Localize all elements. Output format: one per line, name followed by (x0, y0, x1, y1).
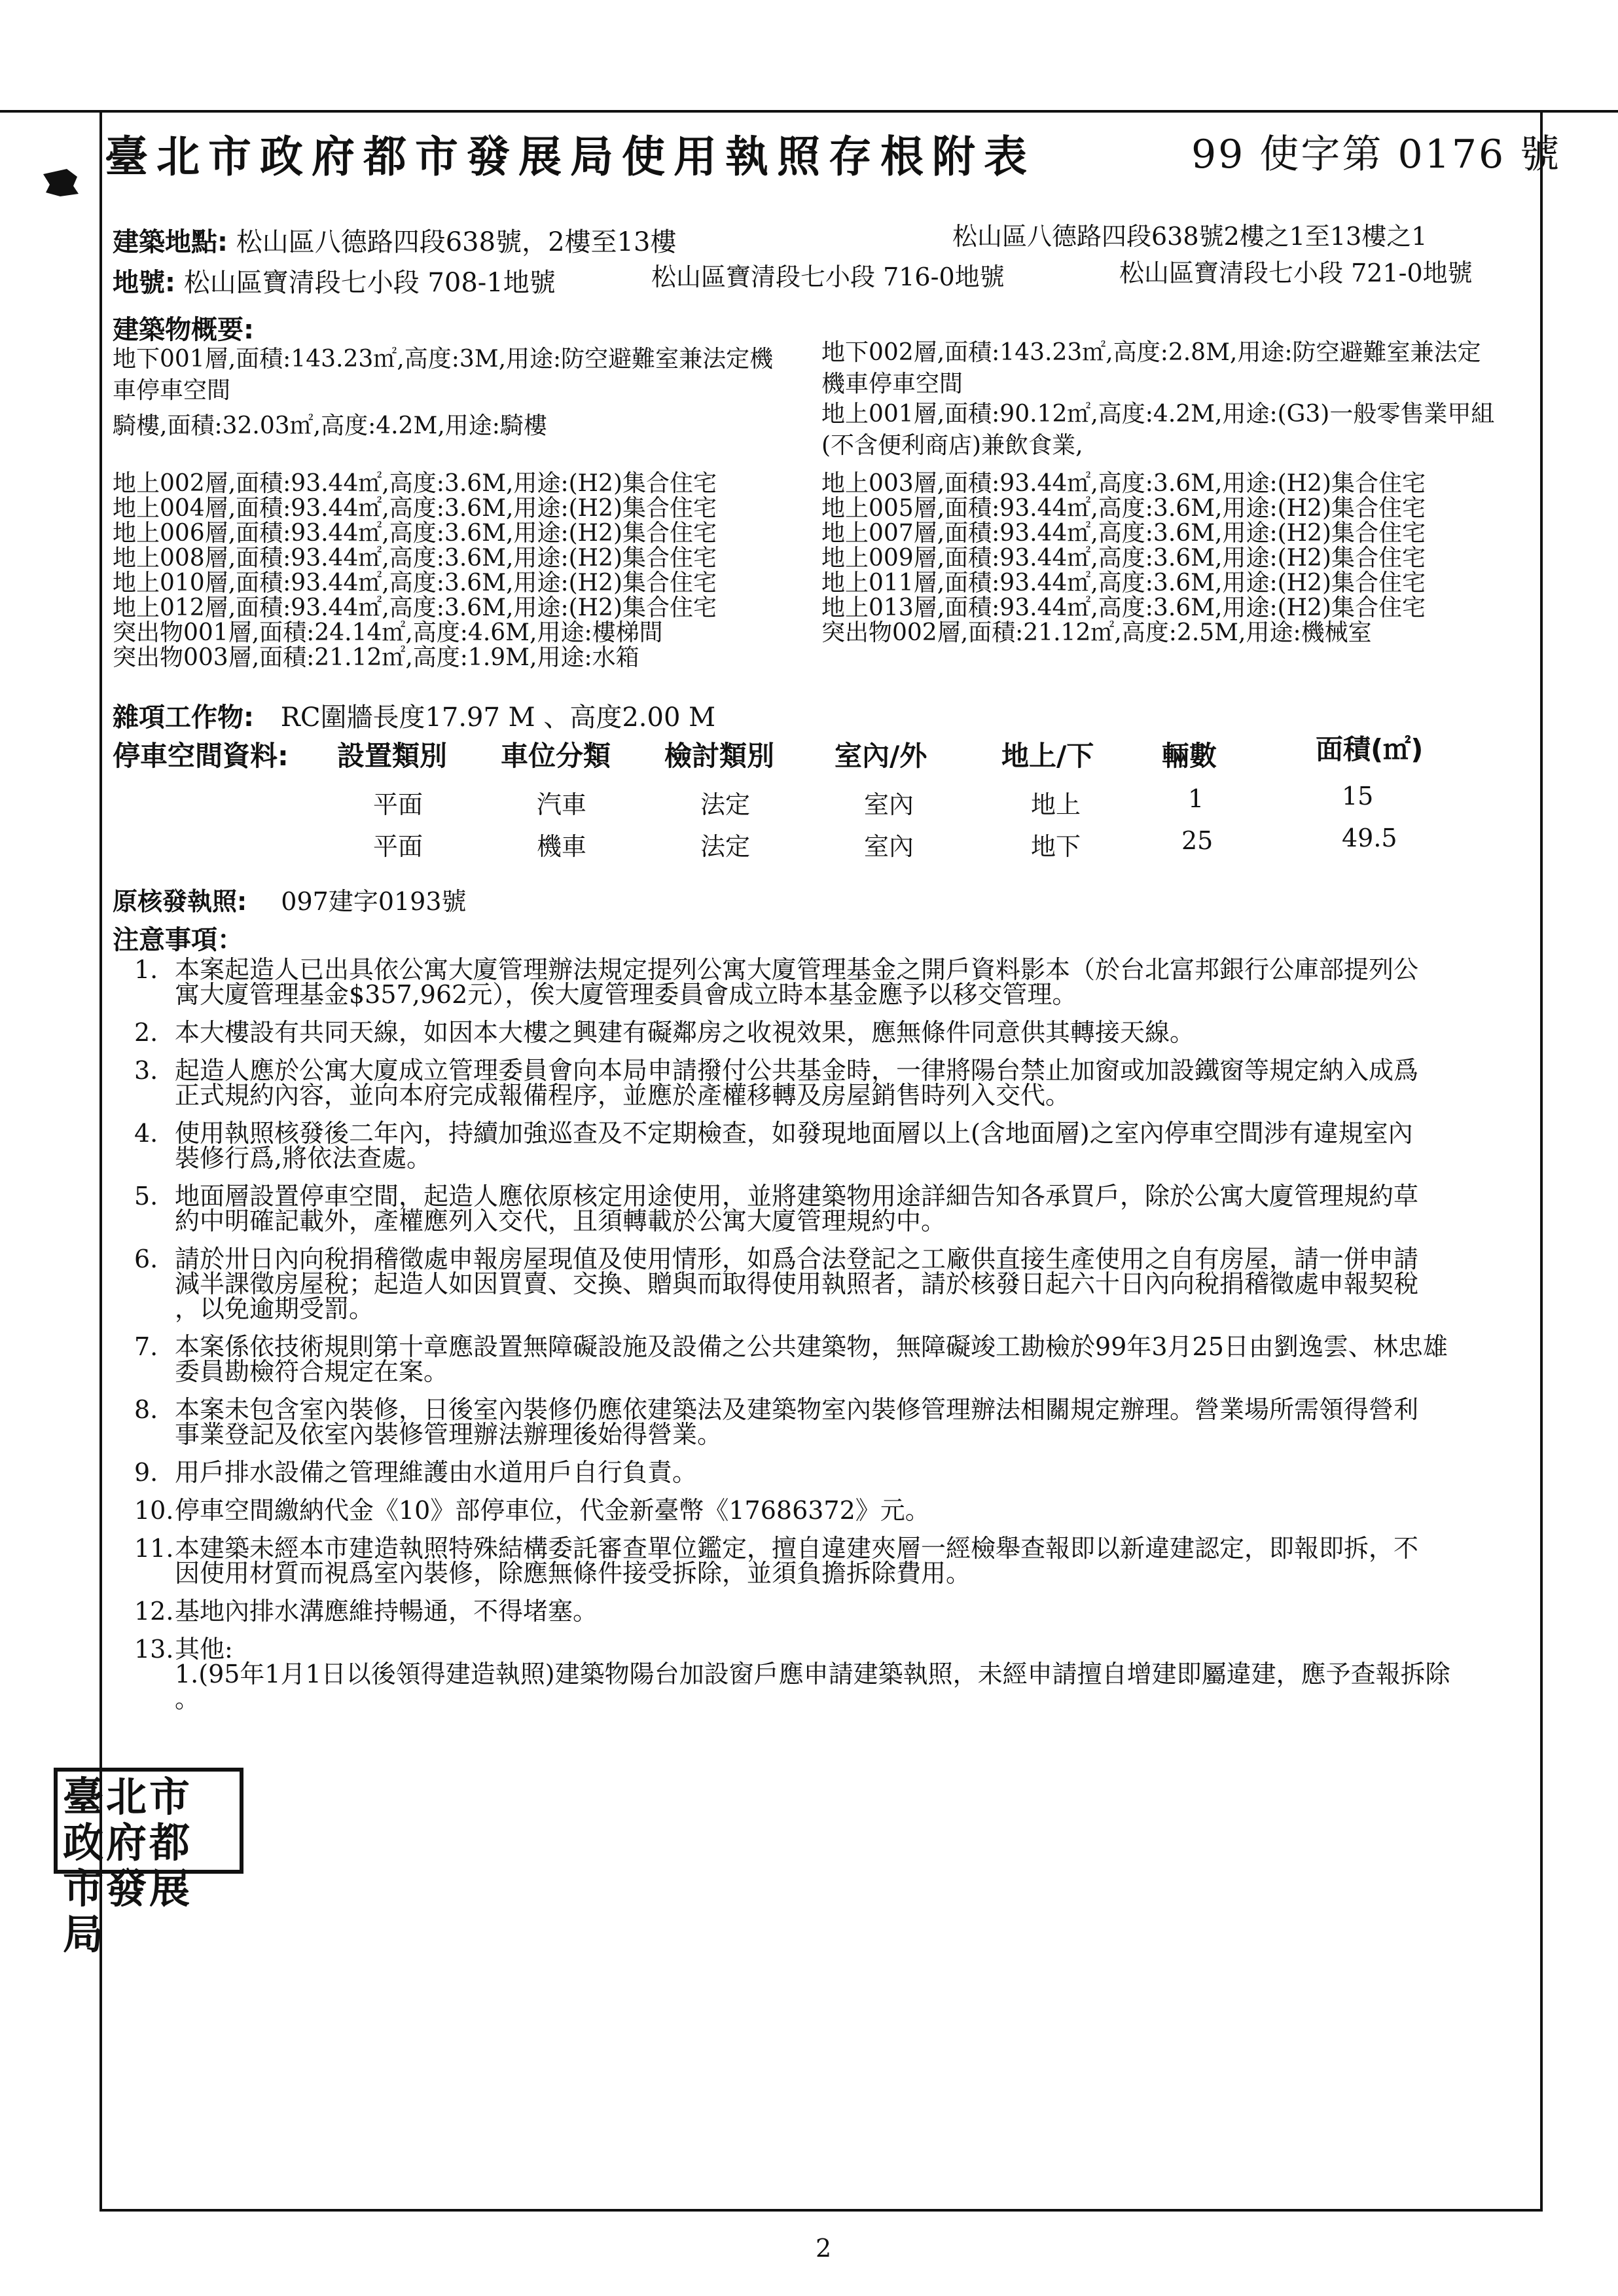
site-address-value: 松山區八德路四段638號，2樓至13樓 (236, 227, 677, 257)
floor-row: 地上002層,面積:93.44㎡,高度:3.6M,用途:(H2)集合住宅 (113, 470, 717, 497)
note-line: 裝修行爲,將依法查處。 (175, 1144, 432, 1173)
parking-cell: 15 (1342, 782, 1374, 811)
floor-row: 地上010層,面積:93.44㎡,高度:3.6M,用途:(H2)集合住宅 (113, 570, 717, 596)
floor-row: 地上013層,面積:93.44㎡,高度:3.6M,用途:(H2)集合住宅 (821, 594, 1426, 621)
note-item (134, 1247, 1535, 1321)
note-line: 1.(95年1月1日以後領得建造執照)建築物陽台加設窗戶應申請建築執照，未經申請擅自增建即屬違建，應予查報拆除 (175, 1660, 1450, 1688)
floor-row: 地上006層,面積:93.44㎡,高度:3.6M,用途:(H2)集合住宅 (113, 520, 717, 547)
document-number: 99 使字第 0176 號 (1191, 132, 1562, 177)
floor-row: 地上004層,面積:93.44㎡,高度:3.6M,用途:(H2)集合住宅 (113, 495, 717, 522)
parking-header: 室內/外 (835, 740, 927, 772)
note-item (134, 1460, 1535, 1485)
note-number: 6. (134, 1245, 158, 1273)
binding-mark-icon (41, 166, 80, 199)
note-number: 12. (134, 1597, 174, 1626)
note-line: 委員勘檢符合規定在案。 (175, 1357, 449, 1386)
floor-row: 地上008層,面積:93.44㎡,高度:3.6M,用途:(H2)集合住宅 (113, 545, 717, 572)
note-line: 正式規約內容，並向本府完成報備程序，並應於產權移轉及房屋銷售時列入交代。 (175, 1081, 1071, 1110)
note-number: 10. (134, 1496, 174, 1525)
floor-row: 突出物002層,面積:21.12㎡,高度:2.5M,用途:機械室 (821, 619, 1372, 646)
note-item (134, 1020, 1535, 1045)
parking-cell: 1 (1188, 784, 1204, 813)
note-line: 事業登記及依室內裝修管理辦法辦理後始得營業。 (175, 1420, 723, 1449)
note-line: 用戶排水設備之管理維護由水道用戶自行負責。 (175, 1458, 698, 1487)
misc-works-label: 雜項工作物: (113, 702, 254, 733)
site-address-label: 建築地點: (113, 227, 228, 257)
parking-cell: 地上 (1031, 790, 1081, 819)
notes-label: 注意事項： (113, 925, 243, 955)
floor-row: 地上011層,面積:93.44㎡,高度:3.6M,用途:(H2)集合住宅 (821, 570, 1426, 596)
note-line: 約中明確記載外，產權應列入交代，且須轉載於公寓大廈管理規約中。 (175, 1207, 946, 1235)
floor-list-right (821, 471, 1426, 646)
lot-item: 松山區寶清段七小段 708-1地號 (183, 268, 556, 298)
original-permit-label: 原核發執照: (113, 887, 247, 916)
note-number: 13. (134, 1635, 174, 1664)
note-number: 5. (134, 1182, 158, 1211)
parking-cell: 地下 (1031, 832, 1081, 861)
parking-header: 設置類別 (337, 740, 448, 772)
note-number: 4. (134, 1119, 158, 1148)
parking-header: 地上/下 (1001, 740, 1094, 772)
note-line: 本大樓設有共同天線，如因本大樓之興建有礙鄰房之收視效果，應無條件同意供其轉接天線。 (175, 1018, 1195, 1047)
seal-text: 臺北市政府都市發展局 (63, 1773, 193, 1958)
note-item (134, 1058, 1535, 1108)
floor-list-left (113, 471, 717, 670)
original-permit-value: 097建字0193號 (281, 887, 467, 916)
site-address-extra: 松山區八德路四段638號2樓之1至13樓之1 (952, 222, 1428, 251)
note-line: 因使用材質而視爲室內裝修，除應無條件接受拆除，並須負擔拆除費用。 (175, 1559, 971, 1588)
misc-works-value: RC圍牆長度17.97 M 、高度2.00 M (280, 702, 716, 733)
note-number: 1. (134, 955, 158, 984)
note-line: 。 (175, 1685, 200, 1713)
note-line: 使用執照核發後二年內，持續加強巡查及不定期檢查，如發現地面層以上(含地面層)之室內停車空間涉有違規室內 (175, 1119, 1413, 1148)
arcade-row: 騎樓,面積:32.03㎡,高度:4.2M,用途:騎樓 (113, 412, 547, 439)
parking-header: 輛數 (1162, 740, 1217, 772)
site-address (113, 221, 676, 259)
parking-cell: 法定 (700, 790, 751, 819)
note-line: 寓大廈管理基金$357,962元），俟大廈管理委員會成立時本基金應予以移交管理。 (175, 980, 1077, 1009)
note-number: 9. (134, 1458, 158, 1487)
note-line: 地面層設置停車空間，起造人應依原核定用途使用，並將建築物用途詳細告知各承買戶，除於公寓大廈管理規約草 (175, 1182, 1419, 1211)
floor-1-line2: (不含便利商店)兼飲食業, (821, 432, 1083, 459)
note-item (134, 1498, 1535, 1523)
note-item (134, 1184, 1535, 1233)
official-seal (54, 1768, 243, 1958)
floor-row: 地上005層,面積:93.44㎡,高度:3.6M,用途:(H2)集合住宅 (821, 495, 1426, 522)
note-item (134, 1334, 1535, 1384)
overview-label: 建築物概要: (113, 315, 254, 345)
floor-1-line1: 地上001層,面積:90.12㎡,高度:4.2M,用途:(G3)一般零售業甲組 (821, 401, 1495, 428)
floor-row: 地上012層,面積:93.44㎡,高度:3.6M,用途:(H2)集合住宅 (113, 594, 717, 621)
note-line: 停車空間繳納代金《10》部停車位，代金新臺幣《17686372》元。 (175, 1496, 930, 1525)
parking-cell: 汽車 (537, 790, 587, 819)
parking-cell: 平面 (373, 832, 423, 861)
note-line: 減半課徵房屋稅；起造人如因買賣、交換、贈與而取得使用執照者，請於核發日起六十日內向稅捐稽徵處申報契稅 (175, 1269, 1419, 1298)
note-item (134, 1121, 1535, 1171)
floor-row: 地上003層,面積:93.44㎡,高度:3.6M,用途:(H2)集合住宅 (821, 470, 1426, 497)
note-line: 基地內排水溝應維持暢通，不得堵塞。 (175, 1597, 598, 1626)
parking-cell: 平面 (373, 790, 423, 819)
floor-row: 地上007層,面積:93.44㎡,高度:3.6M,用途:(H2)集合住宅 (821, 520, 1426, 547)
parking-cell: 25 (1181, 826, 1214, 855)
parking-cell: 室內 (864, 790, 914, 819)
floor-row: 地上009層,面積:93.44㎡,高度:3.6M,用途:(H2)集合住宅 (821, 545, 1426, 572)
note-number: 11. (134, 1534, 174, 1563)
note-item (134, 1397, 1535, 1447)
note-line: 本建築未經本市建造執照特殊結構委託審查單位鑑定，擅自違建夾層一經檢舉查報即以新違建認定，即報即拆，不 (175, 1534, 1419, 1563)
basement-2-line1: 地下002層,面積:143.23㎡,高度:2.8M,用途:防空避難室兼法定 (821, 339, 1481, 366)
note-item (134, 957, 1535, 1007)
note-item (134, 1599, 1535, 1624)
parking-cell: 法定 (700, 832, 751, 861)
page-title: 臺北市政府都市發展局使用執照存根附表 (105, 131, 1035, 182)
note-number: 3. (134, 1056, 158, 1085)
lot-item: 松山區寶清段七小段 716-0地號 (651, 263, 1005, 291)
note-line: 請於卅日內向稅捐稽徵處申報房屋現值及使用情形，如爲合法登記之工廠供直接生產使用之自有房屋，請一併申請 (175, 1245, 1419, 1273)
basement-2-line2: 機車停車空間 (821, 371, 963, 397)
basement-1-line2: 車停車空間 (113, 377, 231, 404)
note-item (134, 1637, 1535, 1711)
lot-numbers (113, 262, 556, 299)
misc-works (113, 697, 715, 734)
lot-item: 松山區寶清段七小段 721-0地號 (1119, 259, 1473, 287)
parking-label: 停車空間資料: (113, 740, 289, 772)
note-number: 7. (134, 1332, 158, 1361)
note-line: 本案起造人已出具依公寓大廈管理辦法規定提列公寓大廈管理基金之開戶資料影本（於台北富邦銀行公庫部提列公 (175, 955, 1419, 984)
note-line: 其他: (175, 1635, 233, 1664)
note-line: 本案係依技術規則第十章應設置無障礙設施及設備之公共建築物，無障礙竣工勘檢於99年3月25日由劉逸雲、林忠雄 (175, 1332, 1448, 1361)
page-number: 2 (816, 2234, 832, 2263)
parking-cell: 機車 (537, 832, 587, 861)
floor-row: 突出物001層,面積:24.14㎡,高度:4.6M,用途:樓梯間 (113, 619, 663, 646)
basement-1-line1: 地下001層,面積:143.23㎡,高度:3M,用途:防空避難室兼法定機 (113, 346, 774, 373)
parking-header: 車位分類 (501, 740, 611, 772)
floor-row: 突出物003層,面積:21.12㎡,高度:1.9M,用途:水箱 (113, 644, 639, 671)
parking-header: 面積(㎡) (1316, 733, 1424, 765)
note-line: 起造人應於公寓大廈成立管理委員會向本局申請撥付公共基金時，一律將陽台禁止加窗或加設鐵窗等規定納入成爲 (175, 1056, 1419, 1085)
note-line: 本案未包含室內裝修，日後室內裝修仍應依建築法及建築物室內裝修管理辦法相關規定辦理。營業場所需領得營利 (175, 1395, 1419, 1424)
note-item (134, 1536, 1535, 1586)
parking-cell: 室內 (864, 832, 914, 861)
note-number: 2. (134, 1018, 158, 1047)
note-line: ，以免逾期受罰。 (175, 1294, 374, 1323)
parking-cell: 49.5 (1342, 824, 1397, 852)
original-permit (113, 881, 467, 917)
parking-header: 檢討類別 (664, 740, 775, 772)
lot-label: 地號: (113, 268, 175, 298)
notes-list (134, 957, 1535, 1724)
note-number: 8. (134, 1395, 158, 1424)
